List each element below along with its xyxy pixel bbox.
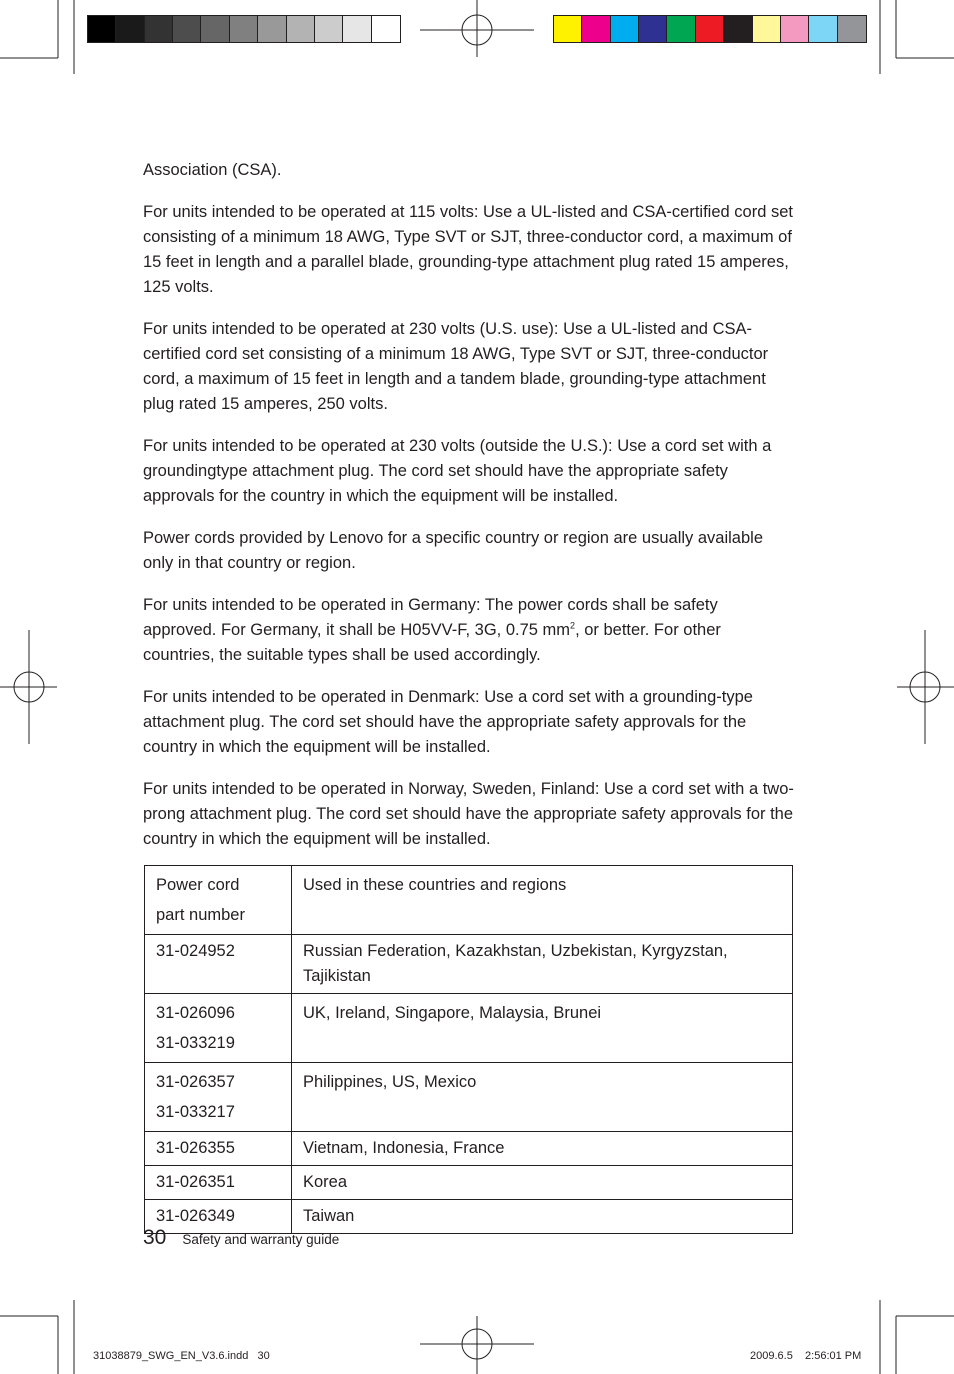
countries-cell: Taiwan (292, 1200, 793, 1234)
color-swatch (639, 16, 667, 42)
table-row (145, 994, 793, 1063)
table-row (145, 1166, 793, 1200)
color-swatch (287, 16, 315, 42)
color-swatch (173, 16, 201, 42)
color-calibration-strip (553, 15, 867, 43)
part-number-cell (145, 1166, 292, 1200)
registration-mark-right (897, 630, 954, 744)
header-countries: Used in these countries and regions (292, 866, 793, 935)
color-swatch (315, 16, 343, 42)
germany-text-before: For units intended to be operated in Germany: The power cords shall be safety approved. For Germany, it shall be H05VV-F, 3G, 0.75 mm (143, 596, 718, 639)
countries-cell: Philippines, US, Mexico (292, 1063, 793, 1132)
registration-mark-left (0, 630, 57, 744)
part-number-cell (145, 994, 292, 1063)
color-swatch (554, 16, 582, 42)
color-swatch (372, 16, 400, 42)
color-swatch (611, 16, 639, 42)
paragraph-230-volts-outside-us: For units intended to be operated at 230 volts (outside the U.S.): Use a cord set with a groundingtype attachment plug. The cord set should have the appropriate safety approvals for the country in which the equipment will be installed. (143, 437, 772, 505)
part-number-cell (145, 1063, 292, 1132)
color-swatch (88, 16, 116, 42)
page-number: 30 (143, 1226, 167, 1249)
table-row (145, 1063, 793, 1132)
body-text (143, 158, 795, 869)
table-row (145, 1132, 793, 1166)
paragraph-germany (143, 593, 795, 668)
paragraph-nordic: For units intended to be operated in Norway, Sweden, Finland: Use a cord set with a two-prong attachment plug. The cord set should have the appropriate safety approvals for the country in which the equipment will be installed. (143, 780, 794, 848)
crop-mark-top-right (880, 0, 954, 74)
color-swatch (809, 16, 837, 42)
crop-mark-bottom-right (880, 1300, 954, 1374)
table-row (145, 935, 793, 994)
slug-timestamp: 2009.6.5 2:56:01 PM (750, 1350, 862, 1362)
part-number: 31-026349 (156, 1207, 235, 1225)
header-part-line: Power cord (156, 876, 240, 894)
superscript-squared: 2 (570, 620, 576, 631)
paragraph-denmark: For units intended to be operated in Denmark: Use a cord set with a grounding-type attachment plug. The cord set should have the appropriate safety approvals for the country in which the equipment will be installed. (143, 688, 753, 756)
part-number: 31-033219 (156, 1034, 235, 1052)
part-number: 31-024952 (156, 942, 235, 960)
registration-mark-top (420, 0, 534, 57)
color-swatch (838, 16, 866, 42)
slug-file-name: 31038879_SWG_EN_V3.6.indd 30 (93, 1350, 270, 1362)
countries-cell: Russian Federation, Kazakhstan, Uzbekistan, Kyrgyzstan, Tajikistan (292, 935, 793, 994)
color-swatch (696, 16, 724, 42)
paragraph-lenovo-cords: Power cords provided by Lenovo for a specific country or region are usually available only in that country or region. (143, 529, 763, 572)
part-number: 31-026096 (156, 1004, 235, 1022)
color-swatch (667, 16, 695, 42)
paragraph-115-volts: For units intended to be operated at 115 volts: Use a UL-listed and CSA-certified cord set consisting of a minimum 18 AWG, Type SVT or SJT, three-conductor cord, a maximum of 15 feet in length and a parallel blade, grounding-type attachment plug rated 15 amperes, 125 volts. (143, 203, 793, 296)
crop-mark-top-left (0, 0, 74, 74)
header-part-number (145, 866, 292, 935)
color-swatch (753, 16, 781, 42)
paragraph-csa: Association (CSA). (143, 161, 282, 179)
color-swatch (582, 16, 610, 42)
countries-cell: Vietnam, Indonesia, France (292, 1132, 793, 1166)
registration-mark-bottom (420, 1316, 534, 1374)
part-number: 31-026355 (156, 1139, 235, 1157)
part-number-cell (145, 1132, 292, 1166)
crop-mark-bottom-left (0, 1300, 74, 1374)
power-cord-table (144, 865, 793, 1234)
part-number: 31-026351 (156, 1173, 235, 1191)
color-swatch (230, 16, 258, 42)
part-number-cell (145, 935, 292, 994)
part-number: 31-026357 (156, 1073, 235, 1091)
page-footer (143, 1226, 339, 1250)
header-part-line: part number (156, 906, 245, 924)
color-swatch (258, 16, 286, 42)
color-swatch (116, 16, 144, 42)
table-header-row (145, 866, 793, 935)
gray-calibration-strip (87, 15, 401, 43)
color-swatch (781, 16, 809, 42)
color-swatch (343, 16, 371, 42)
countries-cell: UK, Ireland, Singapore, Malaysia, Brunei (292, 994, 793, 1063)
countries-cell: Korea (292, 1166, 793, 1200)
color-swatch (724, 16, 752, 42)
color-swatch (201, 16, 229, 42)
color-swatch (145, 16, 173, 42)
germany-text-after: , or better. For other countries, the suitable types shall be used accordingly. (143, 621, 721, 664)
table-body (145, 935, 793, 1234)
footer-title: Safety and warranty guide (182, 1232, 340, 1247)
paragraph-230-volts-us: For units intended to be operated at 230 volts (U.S. use): Use a UL-listed and CSA-certified cord set consisting of a minimum 18 AWG, Type SVT or SJT, three-conductor cord, a maximum of 15 feet in length and a tandem blade, grounding-type attachment plug rated 15 amperes, 250 volts. (143, 320, 769, 413)
part-number: 31-033217 (156, 1103, 235, 1121)
